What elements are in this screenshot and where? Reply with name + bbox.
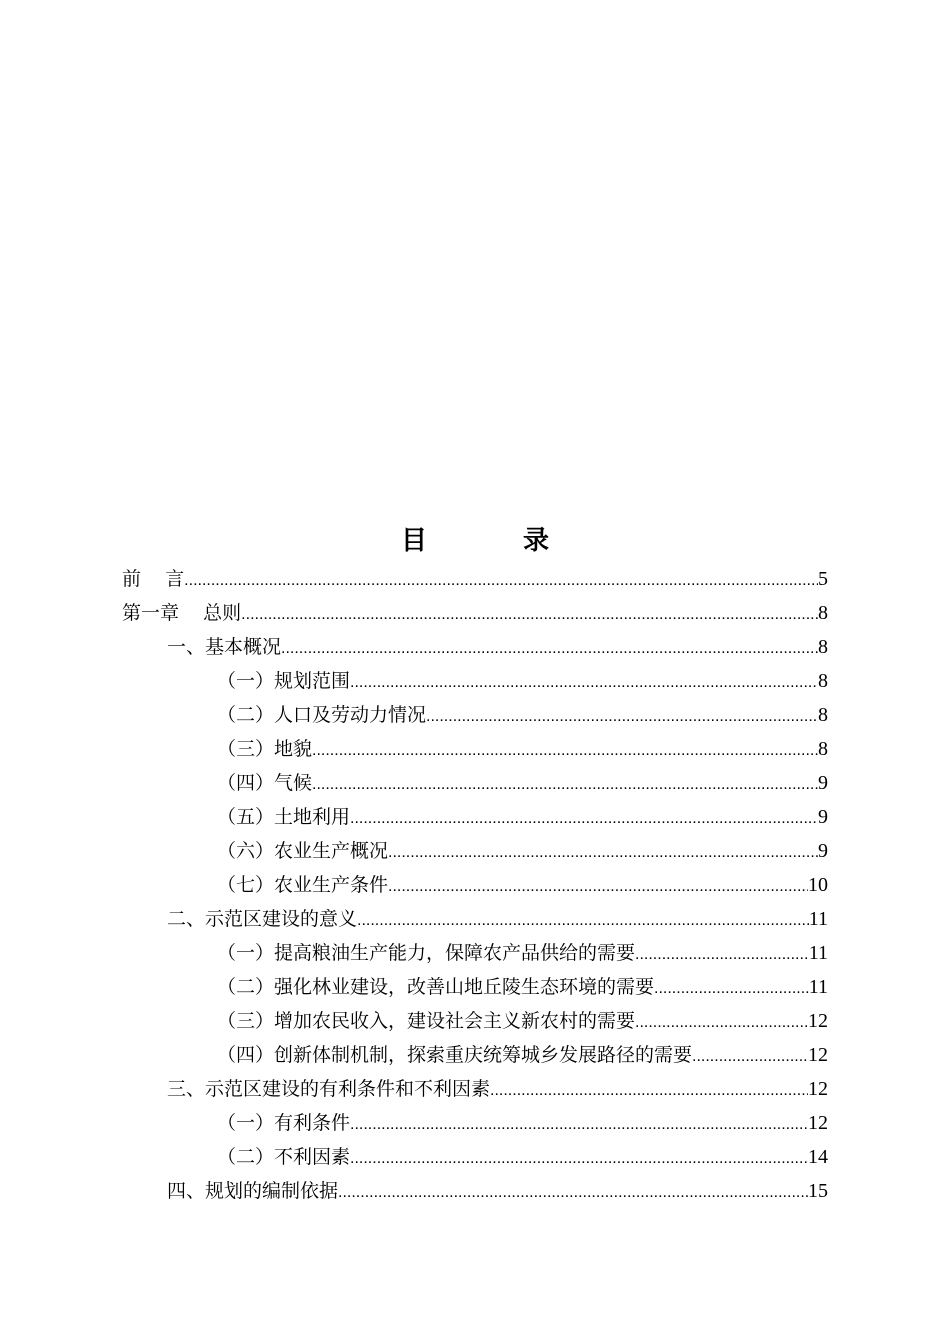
toc-entry[interactable] [122, 664, 828, 698]
toc-entry[interactable] [122, 800, 828, 834]
toc-entry[interactable] [122, 1072, 828, 1106]
toc-title: 目 录 [400, 526, 576, 556]
toc-leader-dots [635, 1006, 808, 1040]
toc-entry-page: 12 [808, 1010, 828, 1032]
toc-entry[interactable] [122, 1038, 828, 1072]
toc-entry-page: 15 [808, 1180, 828, 1202]
toc-entry[interactable] [122, 1174, 828, 1208]
toc-entry[interactable] [122, 596, 828, 630]
toc-leader-dots [692, 1040, 808, 1074]
toc-leader-dots [184, 564, 818, 598]
toc-leader-dots [338, 1176, 808, 1210]
toc-entry-label: 第一章 总则 [122, 602, 242, 624]
toc-leader-dots [490, 1074, 808, 1108]
toc-entry[interactable] [122, 902, 828, 936]
toc-entry[interactable] [122, 698, 828, 732]
toc-entry-page: 8 [818, 670, 828, 692]
toc-leader-dots [350, 1142, 808, 1176]
toc-entry-label: （五）土地利用 [217, 806, 351, 828]
toc-entry[interactable] [122, 732, 828, 766]
toc-leader-dots [426, 700, 818, 734]
toc-entry-label: （一）提高粮油生产能力，保障农产品供给的需要 [217, 942, 636, 964]
toc-entry[interactable] [122, 834, 828, 868]
toc-entry-page: 10 [808, 874, 828, 896]
toc-entry-page: 11 [808, 942, 828, 964]
toc-entry[interactable] [122, 562, 828, 596]
table-of-contents [122, 562, 828, 1208]
toc-entry-page: 8 [818, 636, 828, 658]
toc-leader-dots [350, 802, 818, 836]
toc-leader-dots [281, 632, 818, 666]
toc-entry-label: 前 言 [122, 568, 185, 590]
toc-entry[interactable] [122, 1106, 828, 1140]
toc-entry-label: （二）人口及劳动力情况 [217, 704, 427, 726]
toc-leader-dots [350, 1108, 808, 1142]
toc-entry-label: （四）创新体制机制，探索重庆统筹城乡发展路径的需要 [217, 1044, 693, 1066]
toc-entry[interactable] [122, 1004, 828, 1038]
toc-entry-label: 三、示范区建设的有利条件和不利因素 [167, 1078, 491, 1100]
toc-entry[interactable] [122, 630, 828, 664]
toc-leader-dots [388, 870, 808, 904]
toc-entry-label: 四、规划的编制依据 [167, 1180, 339, 1202]
toc-entry-label: （六）农业生产概况 [217, 840, 389, 862]
toc-entry-label: （四）气候 [217, 772, 313, 794]
toc-entry[interactable] [122, 766, 828, 800]
toc-entry[interactable] [122, 1140, 828, 1174]
toc-entry-page: 12 [808, 1078, 828, 1100]
toc-leader-dots [312, 734, 818, 768]
toc-leader-dots [241, 598, 818, 632]
toc-entry-page: 8 [818, 738, 828, 760]
toc-entry[interactable] [122, 868, 828, 902]
toc-entry-page: 8 [818, 704, 828, 726]
toc-entry-page: 9 [818, 840, 828, 862]
toc-leader-dots [388, 836, 818, 870]
toc-entry-page: 11 [808, 976, 828, 998]
toc-entry-label: （三）地貌 [217, 738, 313, 760]
toc-entry-page: 9 [818, 806, 828, 828]
toc-entry-label: （三）增加农民收入，建设社会主义新农村的需要 [217, 1010, 636, 1032]
toc-entry-page: 11 [808, 908, 828, 930]
toc-entry-label: 二、示范区建设的意义 [167, 908, 358, 930]
toc-leader-dots [350, 666, 818, 700]
toc-entry-label: （一）规划范围 [217, 670, 351, 692]
toc-entry-page: 5 [818, 568, 828, 590]
toc-entry-page: 12 [808, 1044, 828, 1066]
toc-leader-dots [635, 938, 809, 972]
toc-entry-label: （七）农业生产条件 [217, 874, 389, 896]
toc-leader-dots [312, 768, 818, 802]
toc-entry-page: 9 [818, 772, 828, 794]
toc-leader-dots [654, 972, 809, 1006]
toc-entry-page: 14 [808, 1146, 828, 1168]
toc-entry[interactable] [122, 970, 828, 1004]
toc-entry[interactable] [122, 936, 828, 970]
toc-entry-page: 12 [808, 1112, 828, 1134]
toc-entry-page: 8 [818, 602, 828, 624]
toc-entry-label: （一）有利条件 [217, 1112, 351, 1134]
toc-entry-label: 一、基本概况 [167, 636, 282, 658]
toc-leader-dots [357, 904, 809, 938]
toc-entry-label: （二）不利因素 [217, 1146, 351, 1168]
toc-entry-label: （二）强化林业建设，改善山地丘陵生态环境的需要 [217, 976, 655, 998]
